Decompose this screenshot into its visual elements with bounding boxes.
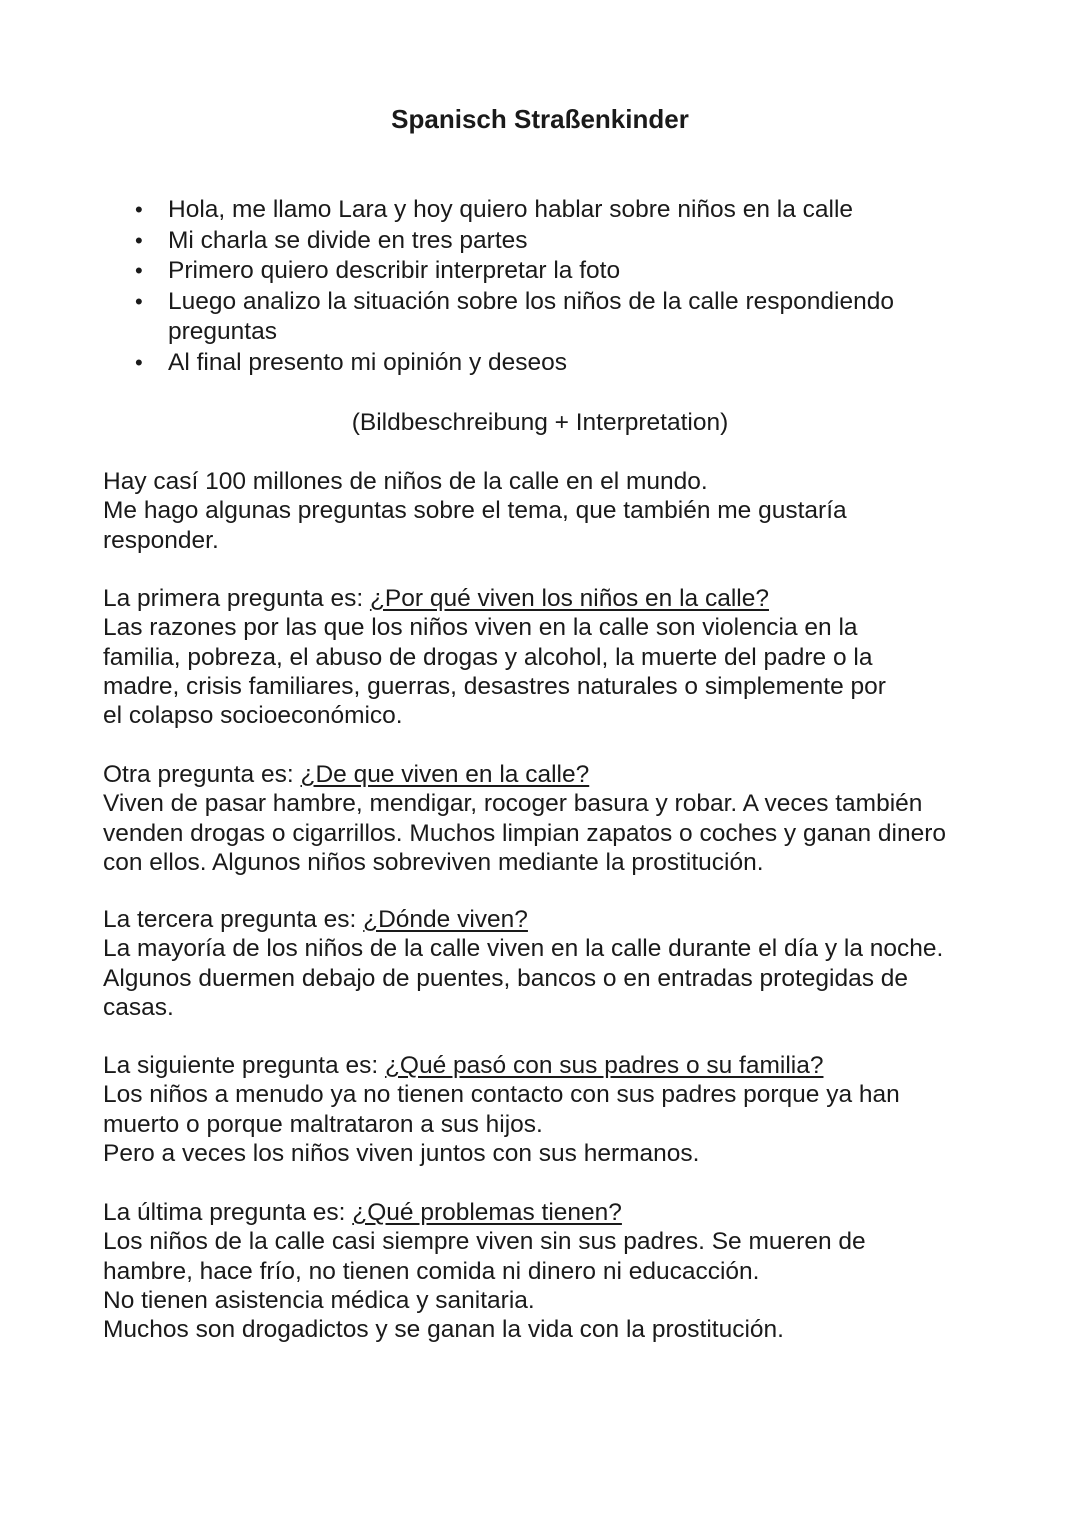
answer-text: Los niños a menudo ya no tienen contacto con sus padres porque ya han muerto o porque maltrataron a sus hijos. bbox=[103, 1081, 900, 1138]
section-subheading: (Bildbeschreibung + Interpretation) bbox=[351, 409, 729, 436]
question-text: ¿Dónde viven? bbox=[363, 906, 528, 933]
answer-text: Viven de pasar hambre, mendigar, rocoger basura y robar. A veces también venden drogas o cigarrillos. Muchos limpian zapatos o coches y ganan dinero con ellos. Algunos niños sobreviven mediante la prostitución. bbox=[103, 790, 947, 876]
paragraph-line: Hay casí 100 millones de niños de la calle en el mundo. bbox=[103, 468, 708, 495]
question-section-4 bbox=[103, 1051, 983, 1168]
list-item-text: Mi charla se divide en tres partes bbox=[168, 226, 528, 254]
list-item bbox=[135, 287, 928, 348]
question-lead: La tercera pregunta es: bbox=[103, 906, 364, 933]
list-item-text: Luego analizo la situación sobre los niños de la calle respondiendo preguntas bbox=[168, 287, 894, 345]
question-text: ¿Qué problemas tienen? bbox=[352, 1199, 622, 1226]
paragraph-line: Me hago algunas preguntas sobre el tema, que también me gustaría responder. bbox=[103, 497, 847, 554]
list-item-text: Al final presento mi opinión y deseos bbox=[168, 348, 568, 376]
intro-bullet-list bbox=[135, 195, 968, 378]
question-lead: La última pregunta es: bbox=[103, 1199, 353, 1226]
question-section-2 bbox=[103, 760, 983, 877]
question-section-3 bbox=[103, 905, 983, 1022]
question-section-5 bbox=[103, 1198, 983, 1344]
list-item bbox=[135, 256, 968, 287]
list-item-text: Primero quiero describir interpretar la foto bbox=[168, 257, 621, 284]
question-text: ¿Por qué viven los niños en la calle? bbox=[369, 585, 769, 612]
question-lead: La siguiente pregunta es: bbox=[103, 1052, 385, 1079]
bullet-icon: • bbox=[135, 288, 143, 314]
page-title: Spanisch Straßenkinder bbox=[391, 104, 689, 134]
question-line bbox=[103, 1051, 983, 1080]
answer-text: Los niños de la calle casi siempre viven sin sus padres. Se mueren de hambre, hace frío, no tienen comida ni dinero ni educacción. bbox=[103, 1228, 866, 1285]
question-line bbox=[103, 584, 983, 613]
question-line bbox=[103, 1198, 983, 1227]
list-item bbox=[135, 226, 968, 257]
question-lead: Otra pregunta es: bbox=[103, 761, 301, 788]
answer-text: No tienen asistencia médica y sanitaria. bbox=[103, 1286, 535, 1314]
answer-text: La mayoría de los niños de la calle viven en la calle durante el día y la noche. Algunos duermen debajo de puentes, bancos o en entradas protegidas de casas. bbox=[103, 935, 944, 1021]
list-item bbox=[135, 348, 968, 379]
question-lead: La primera pregunta es: bbox=[103, 585, 370, 612]
question-text: ¿Qué pasó con sus padres o su familia? bbox=[384, 1052, 824, 1079]
answer-text: Muchos son drogadictos y se ganan la vida con la prostitución. bbox=[103, 1316, 784, 1344]
list-item bbox=[135, 195, 968, 226]
bullet-icon: • bbox=[135, 349, 143, 375]
question-text: ¿De que viven en la calle? bbox=[300, 761, 590, 788]
question-line bbox=[103, 905, 983, 934]
bullet-icon: • bbox=[135, 258, 143, 283]
bullet-icon: • bbox=[135, 197, 143, 222]
answer-text: Las razones por las que los niños viven en la calle son violencia en la familia, pobreza, el abuso de drogas y alcohol, la muerte del padre o la madre, crisis familiares, guerras, desastres naturales o simplemente por el colapso socioeconómico. bbox=[103, 614, 886, 730]
bullet-icon: • bbox=[135, 227, 143, 253]
question-line bbox=[103, 760, 983, 789]
intro-paragraph bbox=[103, 467, 893, 555]
question-section-1 bbox=[103, 584, 983, 730]
list-item-text: Hola, me llamo Lara y hoy quiero hablar sobre niños en la calle bbox=[168, 196, 854, 223]
answer-text: Pero a veces los niños viven juntos con sus hermanos. bbox=[103, 1139, 700, 1167]
